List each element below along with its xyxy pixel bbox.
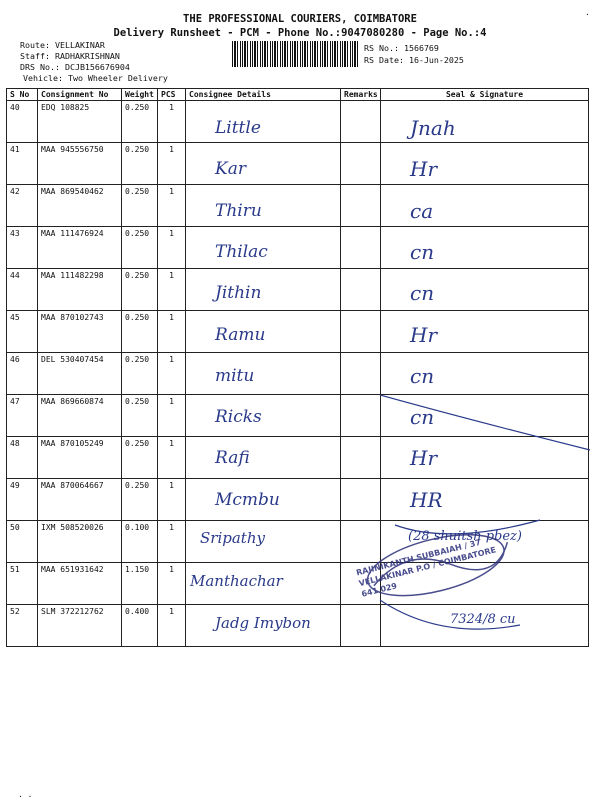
table-row (7, 143, 589, 185)
handwritten-name: Rafi (215, 448, 250, 469)
sno-cell: 40 (7, 101, 38, 143)
sno-cell: 43 (7, 227, 38, 269)
header-consignment: Consignment No (38, 89, 122, 101)
handwritten-signature: cn (410, 239, 435, 264)
remarks-cell (341, 269, 381, 311)
stamp-text: RAJINIKANTH SUBBAIAH / 37 VELLAKINAR P.O / COIMBATORE 641 029 (355, 537, 497, 599)
consignment-cell: MAA 870064667 (38, 479, 122, 521)
pcs-cell: 1 (158, 353, 186, 395)
handwritten-signature: HR (410, 487, 443, 512)
pcs-cell: 1 (158, 143, 186, 185)
rs-date-label: RS Date: 16-Jun-2025 (364, 55, 464, 65)
table-header-row (7, 89, 589, 101)
handwritten-signature: cn (410, 281, 435, 306)
route-label: Route: VELLAKINAR (20, 40, 105, 50)
remarks-cell (341, 101, 381, 143)
header-weight: Weight (122, 89, 158, 101)
handwritten-name: Jadg Imybon (215, 613, 311, 632)
handwritten-name: Ramu (215, 324, 266, 345)
pcs-cell: 1 (158, 185, 186, 227)
handwritten-name: mitu (215, 365, 255, 386)
table-row (7, 185, 589, 227)
weight-cell: 0.250 (122, 143, 158, 185)
header-pcs: PCS (158, 89, 186, 101)
corner-mark: . . (18, 790, 33, 799)
company-title: THE PROFESSIONAL COURIERS, COIMBATORE (183, 13, 417, 25)
consignment-cell: MAA 945556750 (38, 143, 122, 185)
consignment-cell: SLM 372212762 (38, 605, 122, 647)
pcs-cell: 1 (158, 227, 186, 269)
weight-cell: 0.100 (122, 521, 158, 563)
handwritten-name: Thilac (215, 241, 268, 262)
pcs-cell: 1 (158, 605, 186, 647)
staff-label: Staff: RADHAKRISHNAN (20, 51, 120, 61)
corner-mark-top: . (585, 8, 590, 17)
handwritten-signature: cn (410, 363, 435, 388)
pcs-cell: 1 (158, 479, 186, 521)
handwritten-signature: Hr (410, 322, 438, 347)
handwritten-name: Sripathy (200, 529, 265, 547)
runsheet-subtitle: Delivery Runsheet - PCM - Phone No.:9047080280 - Page No.:4 (113, 27, 487, 39)
handwritten-name: Jithin (215, 283, 262, 304)
handwritten-name: Mcmbu (215, 489, 280, 510)
table-row (7, 311, 589, 353)
pcs-cell: 1 (158, 395, 186, 437)
table-row (7, 269, 589, 311)
rs-no-label: RS No.: 1566769 (364, 43, 439, 53)
sno-cell: 44 (7, 269, 38, 311)
handwritten-signature: (28 shuitsh pbez) (408, 529, 522, 544)
sno-cell: 42 (7, 185, 38, 227)
header-sno: S No (7, 89, 38, 101)
weight-cell: 0.250 (122, 437, 158, 479)
weight-cell: 0.250 (122, 311, 158, 353)
table-row (7, 227, 589, 269)
table-row (7, 101, 589, 143)
header-remarks: Remarks (341, 89, 381, 101)
remarks-cell (341, 479, 381, 521)
sno-cell: 50 (7, 521, 38, 563)
consignment-cell: EDQ 108825 (38, 101, 122, 143)
consignment-cell: MAA 869660874 (38, 395, 122, 437)
barcode (232, 41, 360, 67)
table-row (7, 353, 589, 395)
sno-cell: 52 (7, 605, 38, 647)
remarks-cell (341, 311, 381, 353)
remarks-cell (341, 353, 381, 395)
handwritten-name: Kar (215, 159, 246, 180)
weight-cell: 0.250 (122, 395, 158, 437)
handwritten-signature: Hr (410, 446, 438, 471)
consignee-cell (186, 101, 341, 143)
handwritten-name: Thiru (215, 200, 262, 221)
handwritten-signature: Hr (410, 157, 438, 182)
consignment-cell: DEL 530407454 (38, 353, 122, 395)
vehicle-label: Vehicle: Two Wheeler Delivery (23, 73, 168, 83)
sno-cell: 41 (7, 143, 38, 185)
pcs-cell: 1 (158, 437, 186, 479)
weight-cell: 0.250 (122, 101, 158, 143)
consignment-cell: MAA 651931642 (38, 563, 122, 605)
remarks-cell (341, 437, 381, 479)
handwritten-name: Manthachar (190, 572, 283, 591)
weight-cell: 0.250 (122, 227, 158, 269)
weight-cell: 0.250 (122, 185, 158, 227)
remarks-cell (341, 185, 381, 227)
consignment-cell: MAA 870105249 (38, 437, 122, 479)
consignee-cell (186, 185, 341, 227)
handwritten-name: Ricks (215, 407, 262, 428)
pcs-cell: 1 (158, 563, 186, 605)
consignee-cell (186, 395, 341, 437)
handwritten-signature: ca (410, 198, 434, 223)
consignment-cell: MAA 111482298 (38, 269, 122, 311)
drs-label: DRS No.: DCJB156676904 (20, 62, 130, 72)
consignee-cell (186, 143, 341, 185)
sno-cell: 47 (7, 395, 38, 437)
header-consignee: Consignee Details (186, 89, 341, 101)
weight-cell: 0.250 (122, 269, 158, 311)
remarks-cell (341, 227, 381, 269)
pcs-cell: 1 (158, 101, 186, 143)
consignee-cell (186, 269, 341, 311)
table-row (7, 395, 589, 437)
weight-cell: 0.250 (122, 479, 158, 521)
sno-cell: 49 (7, 479, 38, 521)
header-signature: Seal & Signature (381, 89, 589, 101)
weight-cell: 0.250 (122, 353, 158, 395)
pcs-cell: 1 (158, 521, 186, 563)
sno-cell: 48 (7, 437, 38, 479)
consignment-cell: MAA 870102743 (38, 311, 122, 353)
sno-cell: 46 (7, 353, 38, 395)
consignee-cell (186, 353, 341, 395)
remarks-cell (341, 395, 381, 437)
sno-cell: 51 (7, 563, 38, 605)
pcs-cell: 1 (158, 269, 186, 311)
consignment-cell: MAA 869540462 (38, 185, 122, 227)
handwritten-signature: Jnah (410, 116, 456, 140)
handwritten-signature: cn (410, 405, 435, 430)
consignment-cell: MAA 111476924 (38, 227, 122, 269)
remarks-cell (341, 143, 381, 185)
table-row (7, 437, 589, 479)
consignee-cell (186, 437, 341, 479)
consignment-cell: IXM 508520026 (38, 521, 122, 563)
handwritten-name: Little (215, 118, 261, 138)
weight-cell: 0.400 (122, 605, 158, 647)
sno-cell: 45 (7, 311, 38, 353)
pcs-cell: 1 (158, 311, 186, 353)
handwritten-signature: 7324/8 cu (450, 611, 516, 627)
weight-cell: 1.150 (122, 563, 158, 605)
